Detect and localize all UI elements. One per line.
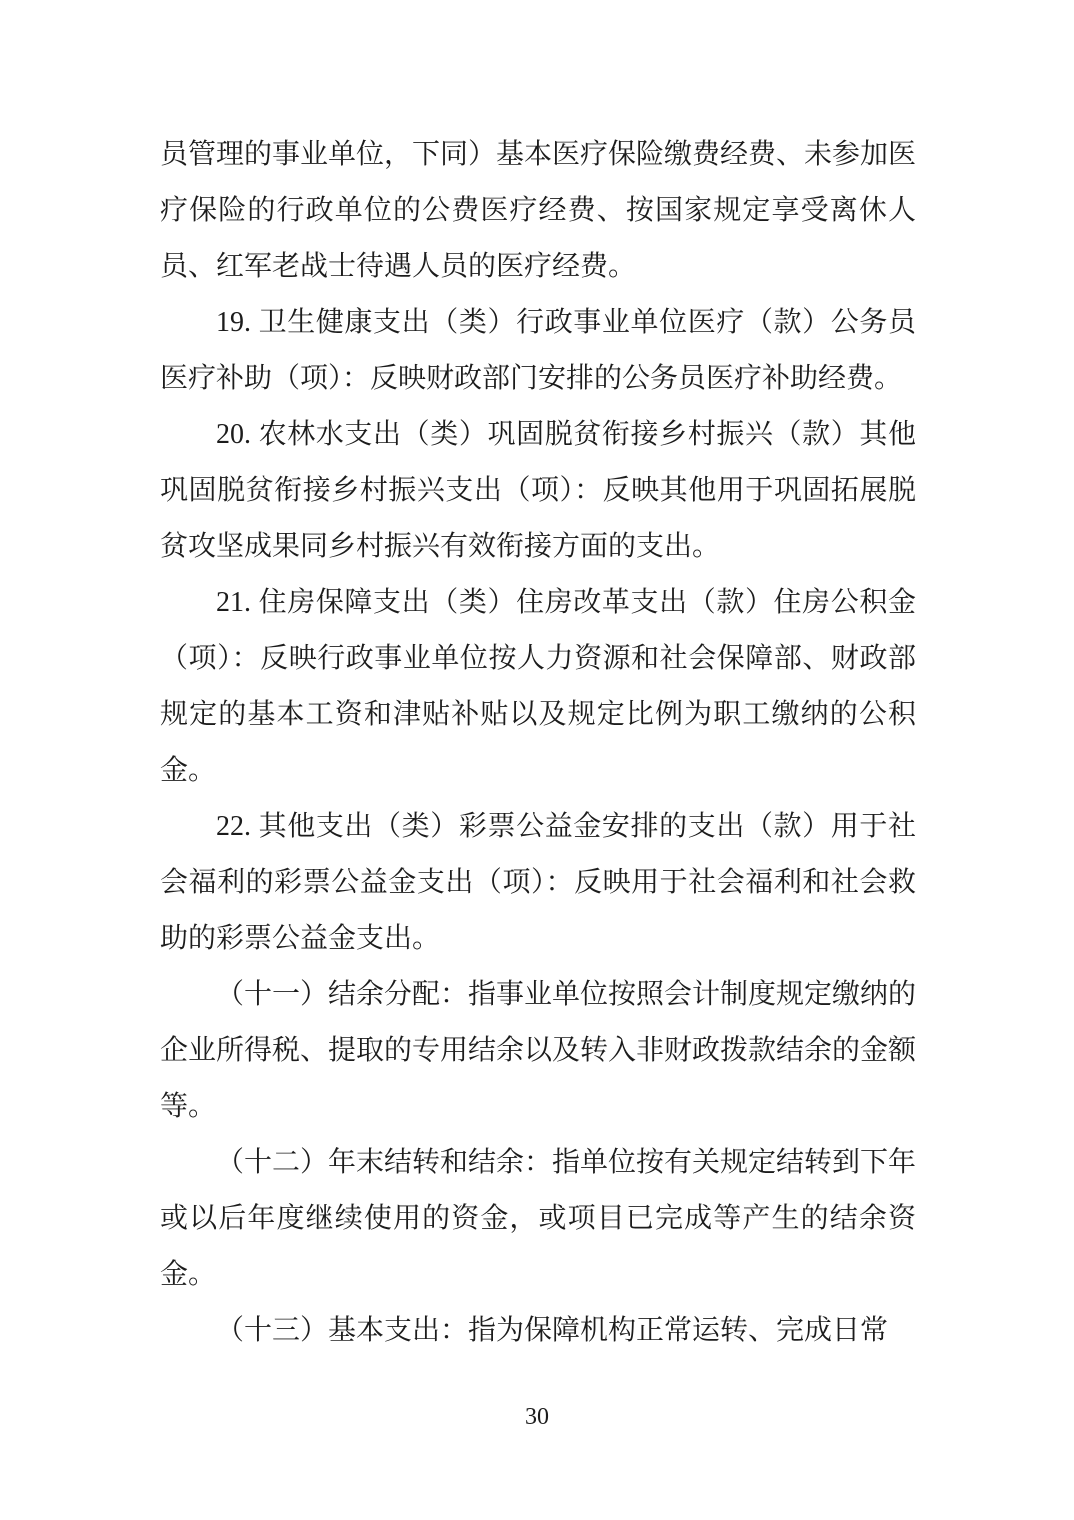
paragraph-item-19: 19. 卫生健康支出（类）行政事业单位医疗（款）公务员医疗补助（项）：反映财政部门安排的公务员医疗补助经费。 [160,307,916,394]
paragraph-item-20: 20. 农林水支出（类）巩固脱贫衔接乡村振兴（款）其他巩固脱贫衔接乡村振兴支出（项）：反映其他用于巩固拓展脱贫攻坚成果同乡村振兴有效衔接方面的支出。 [160,419,916,562]
document-body [160,127,916,1359]
paragraph-continuation: 员管理的事业单位，下同）基本医疗保险缴费经费、未参加医疗保险的行政单位的公费医疗经费、按国家规定享受离休人员、红军老战士待遇人员的医疗经费。 [160,139,917,282]
page-number: 30 [525,1404,549,1430]
paragraph-item-22: 22. 其他支出（类）彩票公益金安排的支出（款）用于社会福利的彩票公益金支出（项）：反映用于社会福利和社会救助的彩票公益金支出。 [160,811,916,954]
paragraph-section-12: （十二）年末结转和结余：指单位按有关规定结转到下年或以后年度继续使用的资金，或项目已完成等产生的结余资金。 [160,1147,917,1290]
paragraph-item-21: 21. 住房保障支出（类）住房改革支出（款）住房公积金（项）：反映行政事业单位按人力资源和社会保障部、财政部规定的基本工资和津贴补贴以及规定比例为职工缴纳的公积金。 [160,587,916,786]
paragraph-section-13: （十三）基本支出：指为保障机构正常运转、完成日常 [216,1315,889,1346]
paragraph-section-11: （十一）结余分配：指事业单位按照会计制度规定缴纳的企业所得税、提取的专用结余以及转入非财政拨款结余的金额等。 [160,979,917,1122]
